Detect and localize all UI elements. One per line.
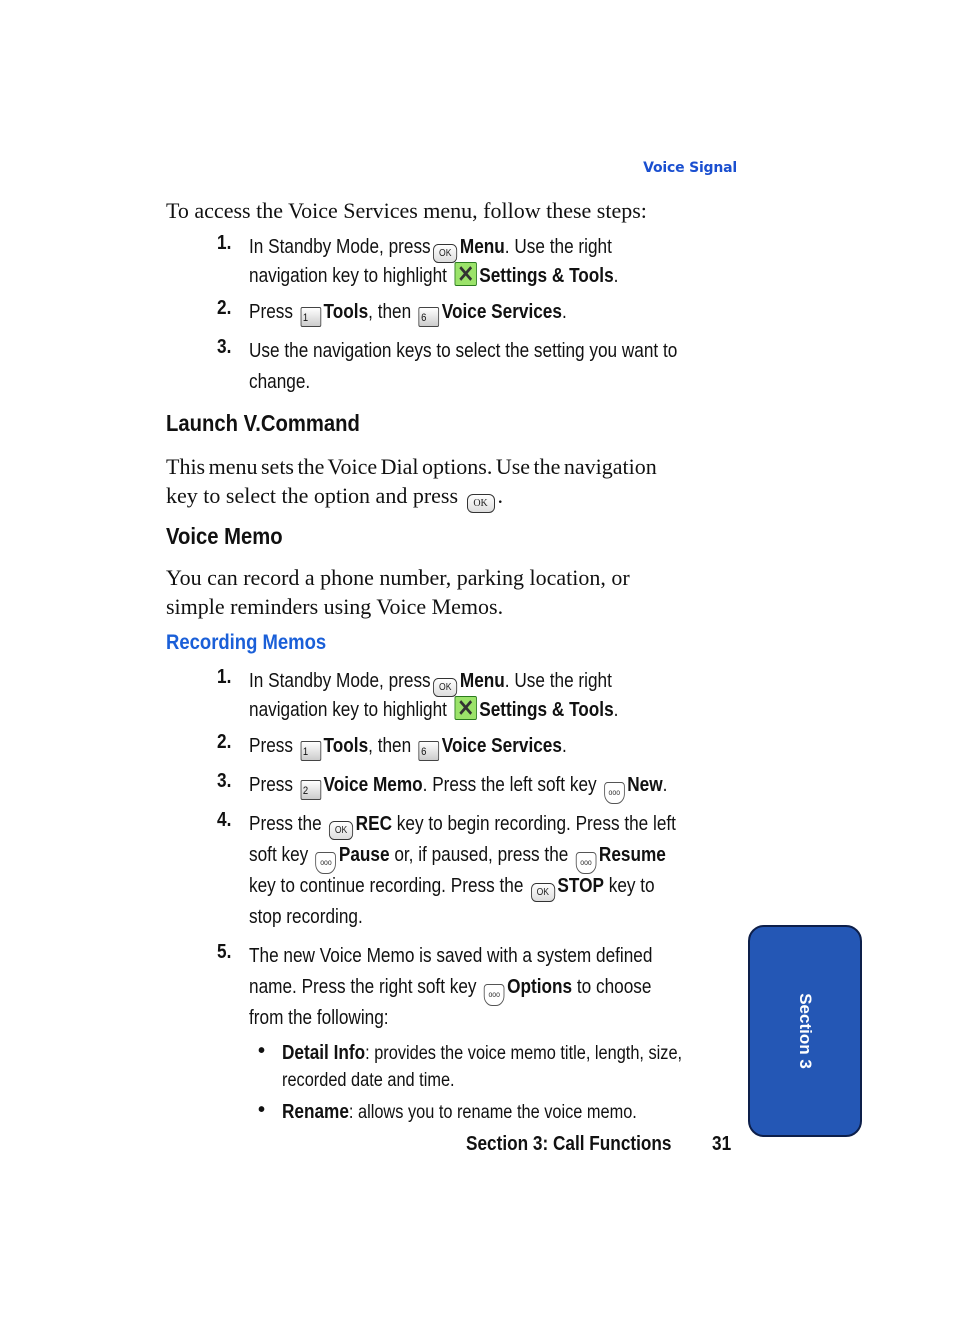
step-2-line: Press 1 Tools, then 6 Voice Services. <box>249 297 567 327</box>
step-3-line-1: Use the navigation keys to select the setting you want to <box>249 340 678 362</box>
step-number: 1. <box>217 666 232 688</box>
rec-step-5-line-1: The new Voice Memo is saved with a system defined <box>249 945 653 967</box>
soft-key-icon: ooo <box>576 852 597 874</box>
rec-step-5-line-2: name. Press the right soft key ooo Options to choose <box>249 972 651 1006</box>
settings-tools-icon <box>454 696 476 720</box>
intro-text: To access the Voice Services menu, follow these steps: <box>166 198 647 223</box>
right-soft-key-icon: ooo <box>484 984 505 1006</box>
rec-step-3-line: Press 2 Voice Memo. Press the left soft key ooo New. <box>249 770 667 804</box>
section-tab-label: Section 3 <box>796 993 815 1069</box>
ok-key-icon: OK <box>433 678 457 697</box>
step-1-line-1: In Standby Mode, press OK Menu. Use the right <box>249 232 612 263</box>
bullet-detail-info-line-2: recorded date and time. <box>282 1070 455 1091</box>
step-number: 1. <box>217 232 232 254</box>
bullet-detail-info: Detail Info: provides the voice memo title, length, size, <box>282 1042 683 1064</box>
key-1-icon: 1 <box>300 741 321 761</box>
key-1-icon: 1 <box>300 307 321 327</box>
ok-key-icon: OK <box>531 883 555 902</box>
key-6-icon: 6 <box>419 307 440 327</box>
rec-step-4-line-3: key to continue recording. Press the OK STOP key to <box>249 871 655 902</box>
rec-step-5-line-3: from the following: <box>249 1007 389 1029</box>
rec-step-4-line-1: Press the OK REC key to begin recording. Press the left <box>249 809 676 840</box>
running-header: Voice Signal <box>643 160 737 176</box>
step-number: 2. <box>217 731 232 753</box>
section-tab <box>748 925 862 1137</box>
ok-key-icon: OK <box>329 821 353 840</box>
voice-memo-line-1: You can record a phone number, parking location, or <box>166 565 630 590</box>
key-6-icon: 6 <box>419 741 440 761</box>
step-number: 2. <box>217 297 232 319</box>
bullet-rename: Rename: allows you to rename the voice memo. <box>282 1101 637 1123</box>
step-number: 5. <box>217 941 232 963</box>
footer-section-title: Section 3: Call Functions <box>466 1133 672 1155</box>
bullet-dot: • <box>258 1099 266 1121</box>
bullet-dot: • <box>258 1040 266 1062</box>
page-number: 31 <box>712 1133 732 1155</box>
step-number: 3. <box>217 770 232 792</box>
launch-heading: Launch V.Command <box>166 410 360 436</box>
step-3-line-2: change. <box>249 371 311 393</box>
step-1-line-2: navigation key to highlight Settings & Tools. <box>249 261 618 291</box>
ok-key-icon: OK <box>467 494 495 513</box>
recording-memos-heading: Recording Memos <box>166 631 327 654</box>
rec-step-4-line-2: soft key ooo Pause or, if paused, press the ooo Resume <box>249 840 666 874</box>
launch-line-2: key to select the option and press OK . <box>166 481 503 513</box>
rec-step-4-line-4: stop recording. <box>249 906 363 928</box>
left-soft-key-icon: ooo <box>604 782 625 804</box>
voice-memo-line-2: simple reminders using Voice Memos. <box>166 594 504 619</box>
ok-key-icon: OK <box>433 244 457 263</box>
key-2-icon: 2 <box>300 780 321 800</box>
launch-line-1: This menu sets the Voice Dial options. Use the navigation <box>166 454 657 479</box>
rec-step-1-line-2: navigation key to highlight Settings & Tools. <box>249 695 618 725</box>
settings-tools-icon <box>454 262 476 286</box>
rec-step-2-line: Press 1 Tools, then 6 Voice Services. <box>249 731 567 761</box>
voice-memo-heading: Voice Memo <box>166 523 283 549</box>
step-number: 3. <box>217 336 232 358</box>
rec-step-1-line-1: In Standby Mode, press OK Menu. Use the right <box>249 666 612 697</box>
step-number: 4. <box>217 809 232 831</box>
left-soft-key-icon: ooo <box>316 852 337 874</box>
